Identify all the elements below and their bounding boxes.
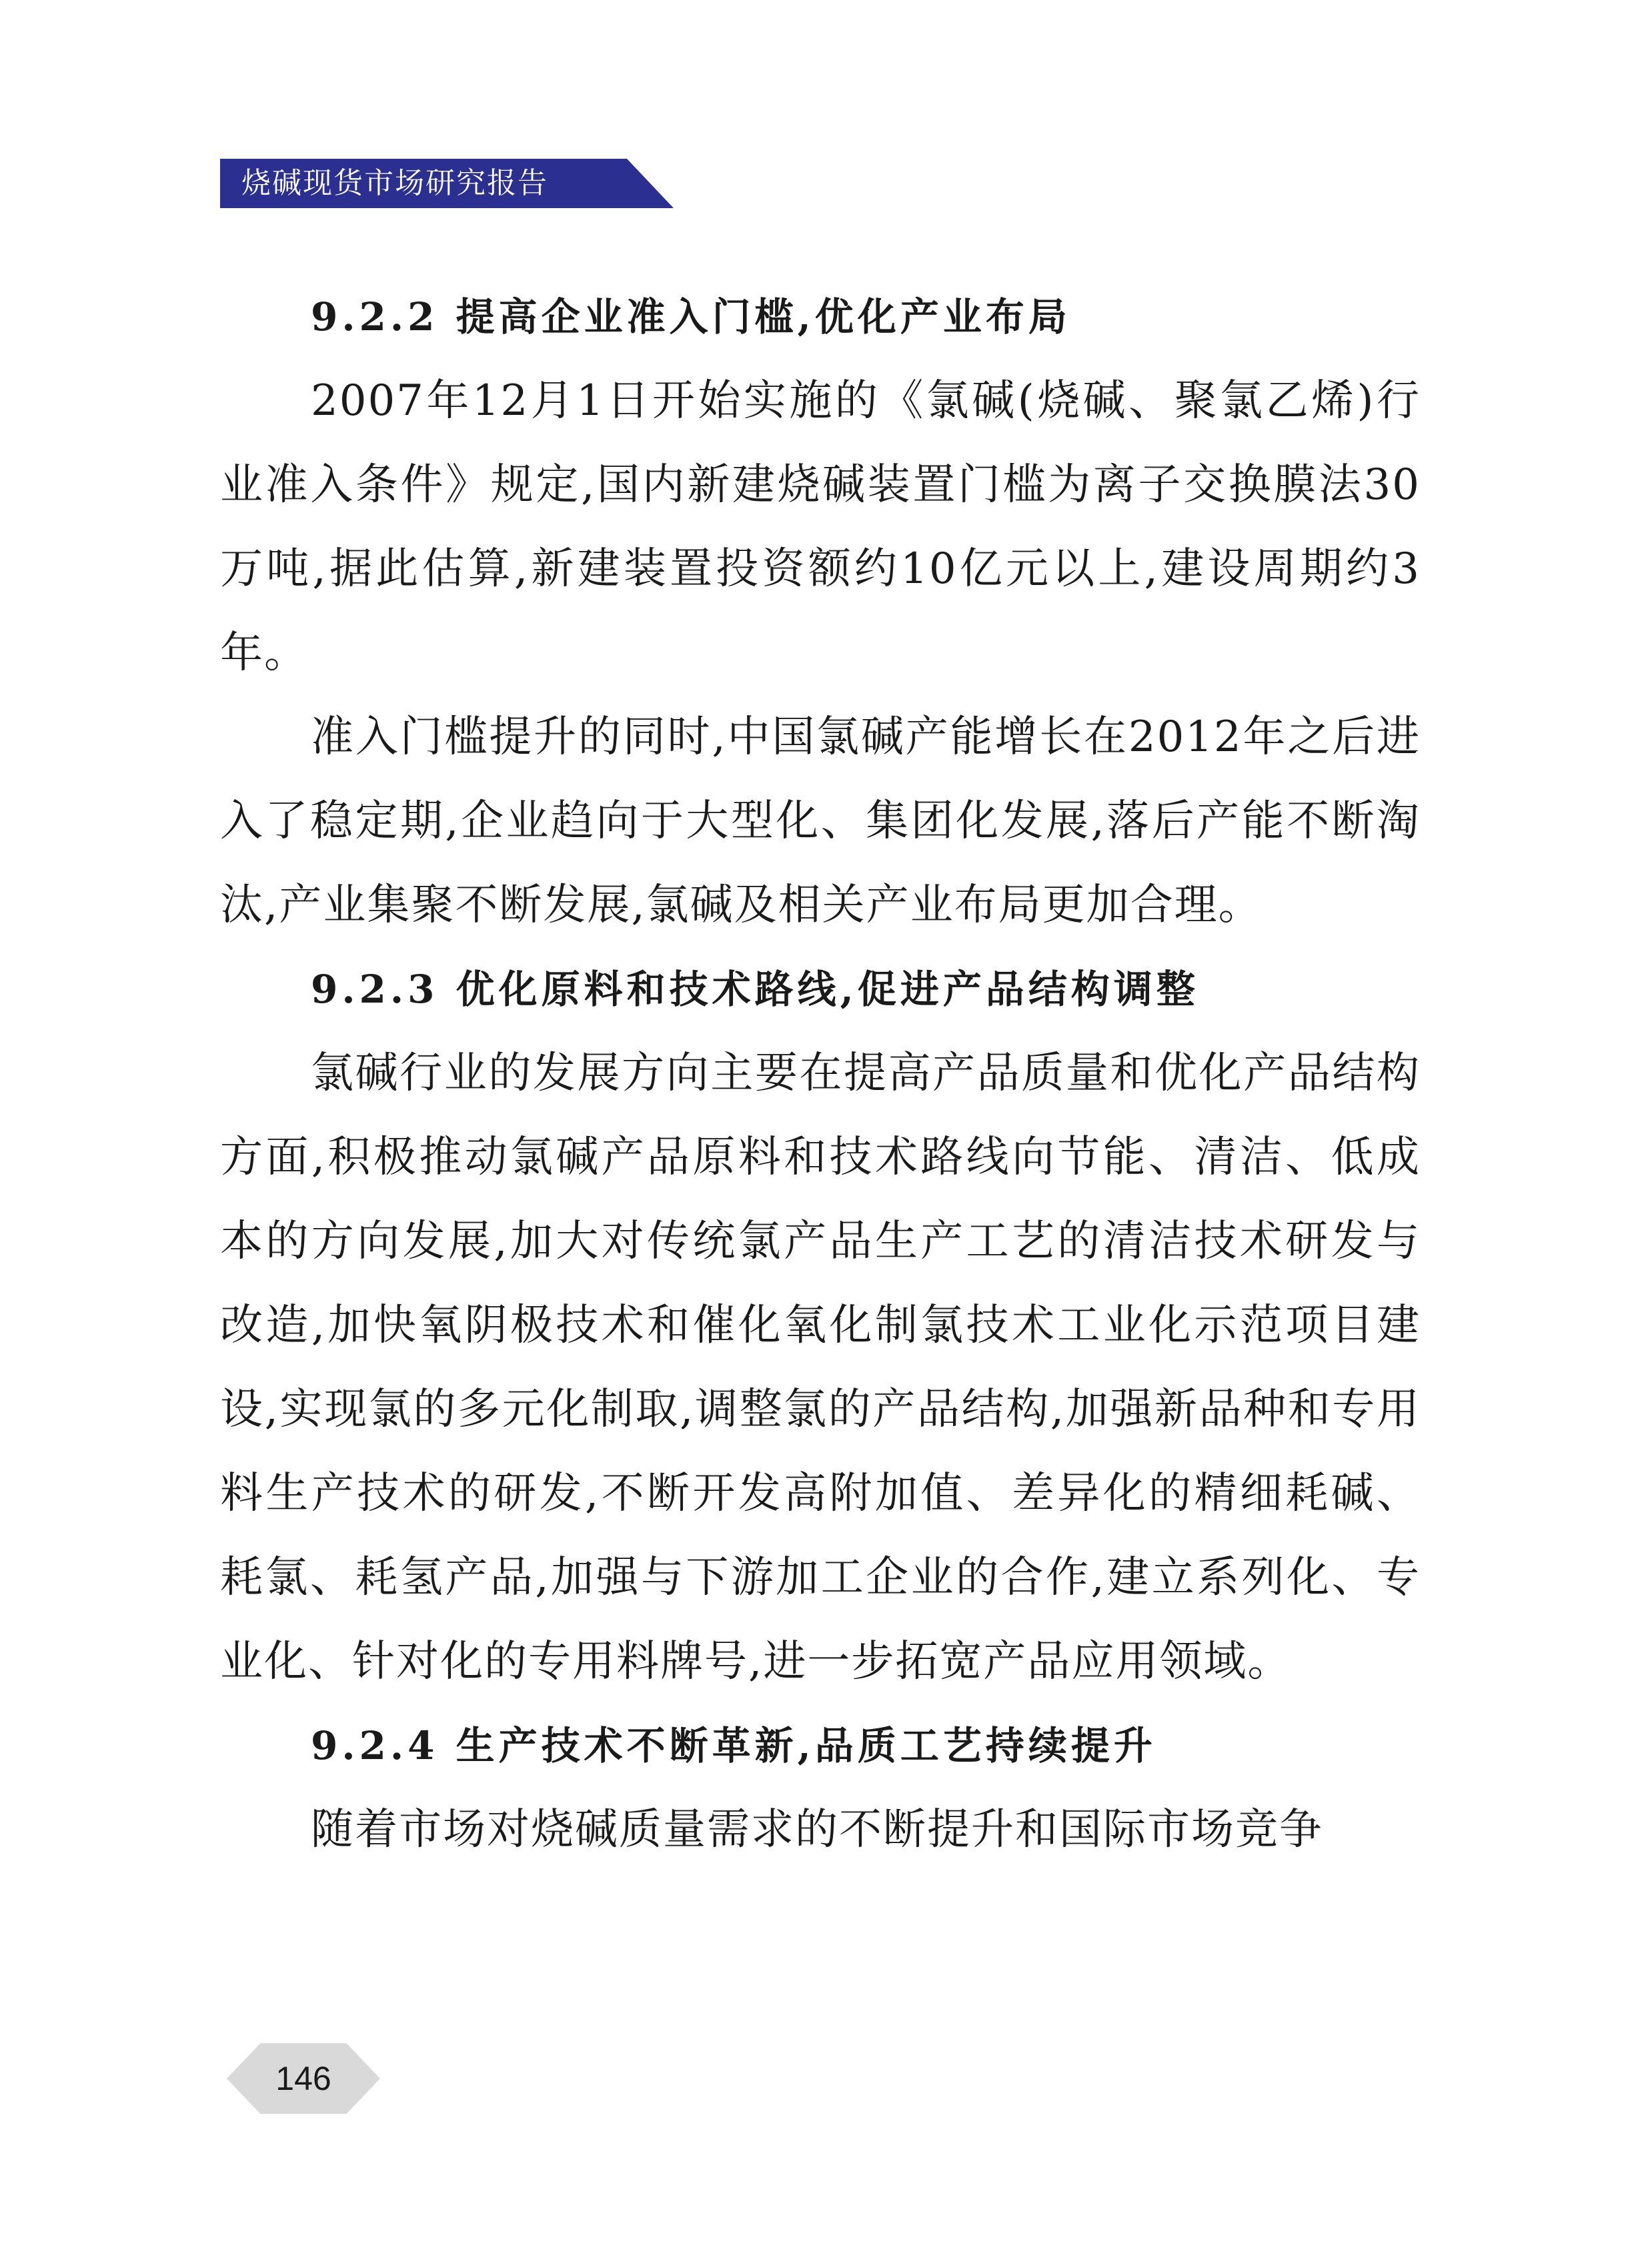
paragraph: 随着市场对烧碱质量需求的不断提升和国际市场竞争 — [311, 1805, 1323, 1854]
section-heading-9-2-4: 9.2.4 生产技术不断革新,品质工艺持续提升 — [311, 1723, 1156, 1768]
page-body — [220, 275, 1421, 1872]
page-number: 146 — [275, 2060, 331, 2097]
paragraph: 准入门槛提升的同时,中国氯碱产能增长在2012年之后进入了稳定期,企业趋向于大型化、集团化发展,落后产能不断淘汰,产业集聚不断发展,氯碱及相关产业布局更加合理。 — [220, 712, 1421, 930]
section-heading-9-2-2: 9.2.2 提高企业准入门槛,优化产业布局 — [311, 294, 1071, 340]
paragraph: 氯碱行业的发展方向主要在提高产品质量和优化产品结构方面,积极推动氯碱产品原料和技术路线向节能、清洁、低成本的方向发展,加大对传统氯产品生产工艺的清洁技术研发与改造,加快氧阴极技术和催化氧化制氯技术工业化示范项目建设,实现氯的多元化制取,调整氯的产品结构,加强新品种和专用料生产技术的研发,不断开发高附加值、差异化的精细耗碱、耗氯、耗氢产品,加强与下游加工企业的合作,建立系列化、专业化、针对化的专用料牌号,进一步拓宽产品应用领域。 — [220, 1049, 1421, 1686]
running-header-title: 烧碱现货市场研究报告 — [241, 166, 548, 200]
paragraph: 2007年12月1日开始实施的《氯碱(烧碱、聚氯乙烯)行业准入条件》规定,国内新建烧碱装置门槛为离子交换膜法30万吨,据此估算,新建装置投资额约10亿元以上,建设周期约3年。 — [220, 376, 1421, 678]
section-heading-9-2-3: 9.2.3 优化原料和技术路线,促进产品结构调整 — [311, 967, 1199, 1012]
